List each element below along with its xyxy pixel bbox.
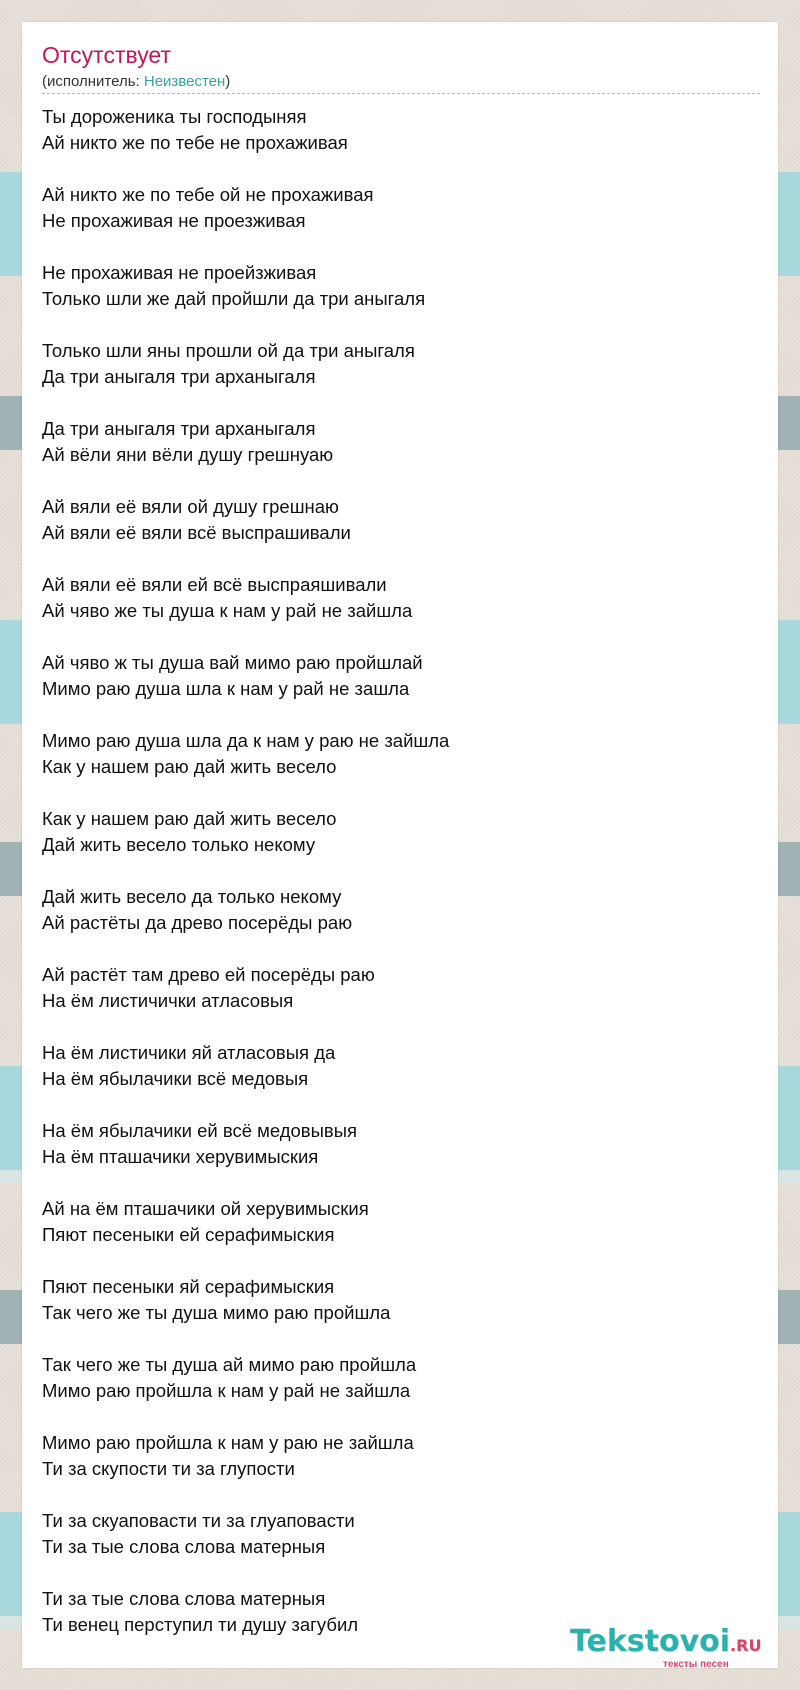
lyrics-line: Пяют песеныки яй серафимыския [42, 1276, 335, 1297]
lyrics-stanza [42, 1352, 742, 1404]
lyrics-line: Ай чяво ж ты душа вай мимо раю пройшлай [42, 652, 423, 673]
lyrics-stanza [42, 962, 742, 1014]
lyrics-stanza [42, 338, 742, 390]
lyrics-stanza [42, 1508, 742, 1560]
artist-prefix: (исполнитель: [42, 73, 144, 90]
logo-tagline: тексты песен [663, 1659, 729, 1670]
lyrics-line: Да три аныгаля три арханыгаля [42, 366, 316, 387]
lyrics-stanza [42, 104, 742, 156]
lyrics-line: Ай вёли яни вёли душу грешнуаю [42, 444, 334, 465]
lyrics-line: Ти за скуаповасти ти за глуаповасти [42, 1510, 355, 1531]
lyrics-line: Ай чяво же ты душа к нам у рай не зайшла [42, 600, 413, 621]
artist-suffix: ) [225, 73, 231, 90]
lyrics-line: Не прохаживая не проезживая [42, 210, 306, 231]
artist-line [42, 73, 230, 91]
site-logo[interactable] [570, 1625, 770, 1673]
lyrics-line: Ти за скупости ти за глупости [42, 1458, 295, 1479]
lyrics-line: Ай вяли её вяли всё выспрашивали [42, 522, 351, 543]
lyrics-line: Ай никто же по тебе ой не прохаживая [42, 184, 374, 205]
lyrics-line: Ти за тые слова слова матерныя [42, 1536, 326, 1557]
lyrics-line: Не прохаживая не проейзживая [42, 262, 317, 283]
lyrics-stanza [42, 1040, 742, 1092]
lyrics-stanza [42, 182, 742, 234]
song-title: Отсутствует [42, 42, 171, 68]
lyrics-stanza [42, 884, 742, 936]
logo-main-text: Tekstovoi [570, 1624, 731, 1659]
lyrics-line: Ай никто же по тебе не прохаживая [42, 132, 348, 153]
lyrics-stanza [42, 1430, 742, 1482]
lyrics-line: Как у нашем раю дай жить весело [42, 756, 337, 777]
lyrics-line: Пяют песеныки ей серафимыския [42, 1224, 335, 1245]
lyrics-line: Как у нашем раю дай жить весело [42, 808, 337, 829]
lyrics-line: Да три аныгаля три арханыгаля [42, 418, 316, 439]
lyrics-line: Так чего же ты душа мимо раю пройшла [42, 1302, 391, 1323]
lyrics-line: Ай вяли её вяли ей всё выспраяшивали [42, 574, 387, 595]
lyrics-line: Мимо раю душа шла да к нам у раю не зайшла [42, 730, 450, 751]
title-divider [42, 93, 760, 94]
lyrics-line: Ай растёты да древо посерёды раю [42, 912, 353, 933]
lyrics-line: Мимо раю душа шла к нам у рай не зашла [42, 678, 410, 699]
lyrics-stanza [42, 1274, 742, 1326]
lyrics-line: Ти за тые слова слова матерныя [42, 1588, 326, 1609]
lyrics-card [22, 22, 778, 1668]
logo-tld: .RU [730, 1636, 762, 1655]
lyrics-line: На ём листичики яй атласовыя да [42, 1042, 336, 1063]
lyrics-stanza [42, 1196, 742, 1248]
lyrics-stanza [42, 728, 742, 780]
lyrics-stanza [42, 806, 742, 858]
lyrics-stanza [42, 650, 742, 702]
lyrics-line: Мимо раю пройшла к нам у рай не зайшла [42, 1380, 411, 1401]
lyrics-line: Только шли же дай пройшли да три аныгаля [42, 288, 426, 309]
lyrics-stanza [42, 1118, 742, 1170]
lyrics-stanza [42, 494, 742, 546]
lyrics-line: На ём пташачики херувимыския [42, 1146, 319, 1167]
lyrics-line: Ти венец перступил ти душу загубил [42, 1614, 359, 1635]
lyrics-line: Мимо раю пройшла к нам у раю не зайшла [42, 1432, 414, 1453]
lyrics-text [42, 104, 742, 1664]
logo-wordmark [570, 1625, 761, 1663]
lyrics-line: Только шли яны прошли ой да три аныгаля [42, 340, 415, 361]
artist-link[interactable]: Неизвестен [143, 73, 226, 90]
lyrics-line: На ём ябылачики ей всё медовывыя [42, 1120, 358, 1141]
lyrics-line: Дай жить весело только некому [42, 834, 316, 855]
lyrics-line: Ай на ём пташачики ой херувимыския [42, 1198, 369, 1219]
lyrics-stanza [42, 260, 742, 312]
lyrics-stanza [42, 572, 742, 624]
lyrics-line: Ай растёт там древо ей посерёды раю [42, 964, 375, 985]
lyrics-stanza [42, 416, 742, 468]
lyrics-line: Дай жить весело да только некому [42, 886, 342, 907]
lyrics-line: Ты дороженика ты господыняя [42, 106, 307, 127]
lyrics-line: Ай вяли её вяли ой душу грешнаю [42, 496, 339, 517]
lyrics-line: На ём ябылачики всё медовыя [42, 1068, 309, 1089]
lyrics-line: Так чего же ты душа ай мимо раю пройшла [42, 1354, 417, 1375]
lyrics-line: На ём листичички атласовыя [42, 990, 294, 1011]
